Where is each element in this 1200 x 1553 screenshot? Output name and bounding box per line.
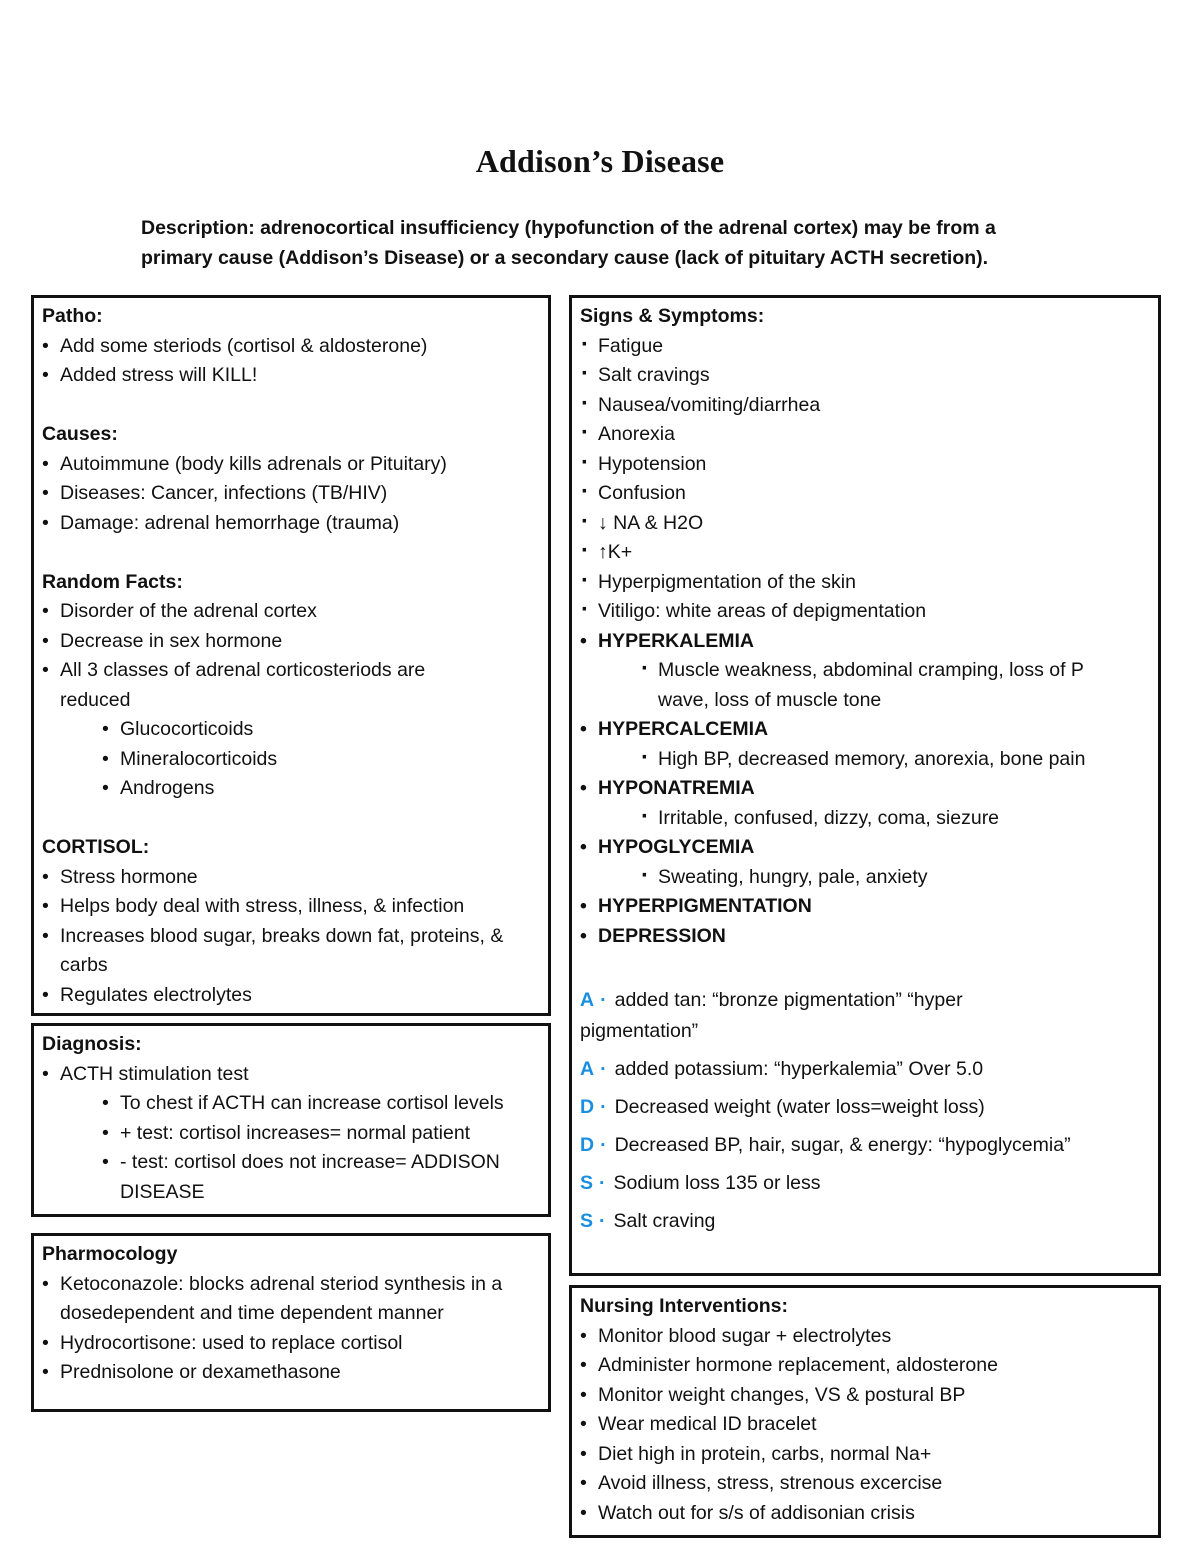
nursing-list bbox=[580, 1322, 1150, 1529]
mnemonic-separator: · bbox=[600, 1058, 607, 1080]
list-item: • Stress hormone bbox=[42, 863, 540, 893]
cortisol-list bbox=[42, 863, 540, 1011]
pharmacology-heading: Pharmocology bbox=[42, 1243, 178, 1265]
list-item: • Regulates electrolytes bbox=[42, 981, 540, 1011]
mnemonic-row bbox=[580, 1130, 1150, 1161]
mnemonic-letter: A bbox=[580, 1058, 595, 1080]
page-title: Addison’s Disease bbox=[475, 143, 725, 179]
hypoglycemia-detail: · Sweating, hungry, pale, anxiety bbox=[640, 863, 1150, 893]
mnemonic-row bbox=[580, 985, 1150, 1047]
diagnosis-heading: Diagnosis: bbox=[42, 1033, 142, 1055]
addss-mnemonic bbox=[580, 985, 1150, 1237]
hypercalcemia-label: • HYPERCALCEMIA bbox=[580, 715, 1150, 745]
list-item: • Added stress will KILL! bbox=[42, 361, 540, 391]
signs-list bbox=[580, 332, 1150, 627]
nursing-heading: Nursing Interventions: bbox=[580, 1295, 789, 1317]
diagnosis-sub-list bbox=[102, 1089, 540, 1207]
list-item: • Androgens bbox=[102, 774, 540, 804]
list-item: • Mineralocorticoids bbox=[102, 745, 540, 775]
list-item: • + test: cortisol increases= normal patient bbox=[102, 1119, 540, 1149]
list-item: • Autoimmune (body kills adrenals or Pituitary) bbox=[42, 450, 540, 480]
diagnosis-box bbox=[31, 1023, 551, 1217]
patho-box bbox=[31, 295, 551, 1016]
patho-heading: Patho: bbox=[42, 305, 103, 327]
mnemonic-row bbox=[580, 1092, 1150, 1123]
mnemonic-letter: D bbox=[580, 1096, 595, 1118]
mnemonic-letter: S bbox=[580, 1172, 594, 1194]
nursing-box bbox=[569, 1285, 1161, 1538]
mnemonic-letter: S bbox=[580, 1210, 594, 1232]
list-item: · Anorexia bbox=[580, 420, 1150, 450]
hypoglycemia-label: • HYPOGLYCEMIA bbox=[580, 833, 1150, 863]
random-facts-list bbox=[42, 597, 540, 715]
list-item: • To chest if ACTH can increase cortisol levels bbox=[102, 1089, 540, 1119]
hyperkalemia-label: • HYPERKALEMIA bbox=[580, 627, 1150, 657]
mnemonic-text: added tan: “bronze pigmentation” “hyper pigmentation” bbox=[580, 989, 963, 1042]
mnemonic-separator: · bbox=[599, 1210, 606, 1232]
mnemonic-row bbox=[580, 1206, 1150, 1237]
list-item: • Monitor blood sugar + electrolytes bbox=[580, 1322, 1150, 1352]
list-item: • Disorder of the adrenal cortex bbox=[42, 597, 540, 627]
diagnosis-list bbox=[42, 1060, 540, 1090]
mnemonic-text: Decreased BP, hair, sugar, & energy: “hypoglycemia” bbox=[614, 1134, 1071, 1156]
list-item: • Prednisolone or dexamethasone bbox=[42, 1358, 540, 1388]
list-item: • Diseases: Cancer, infections (TB/HIV) bbox=[42, 479, 540, 509]
mnemonic-separator: · bbox=[600, 1134, 607, 1156]
hyperpigmentation-label: • HYPERPIGMENTATION bbox=[580, 892, 1150, 922]
causes-list bbox=[42, 450, 540, 539]
random-facts-heading: Random Facts: bbox=[42, 570, 183, 593]
causes-heading: Causes: bbox=[42, 423, 118, 445]
corticosteroid-classes-list bbox=[102, 715, 540, 804]
hyponatremia-label: • HYPONATREMIA bbox=[580, 774, 1150, 804]
list-item: • - test: cortisol does not increase= ADDISON DISEASE bbox=[102, 1148, 540, 1207]
list-item: · Fatigue bbox=[580, 332, 1150, 362]
list-item: • Diet high in protein, carbs, normal Na+ bbox=[580, 1440, 1150, 1470]
description: Description: adrenocortical insufficiency (hypofunction of the adrenal cortex) may be from a primary cause (Addison’s Disease) or a secondary cause (lack of pituitary ACTH secretion). bbox=[141, 217, 996, 269]
mnemonic-text: Decreased weight (water loss=weight loss) bbox=[614, 1096, 985, 1118]
mnemonic-separator: · bbox=[600, 989, 607, 1011]
hyperkalemia-detail: · Muscle weakness, abdominal cramping, loss of P wave, loss of muscle tone bbox=[640, 656, 1150, 715]
list-item: · Vitiligo: white areas of depigmentation bbox=[580, 597, 1150, 627]
list-item: • Add some steriods (cortisol & aldosterone) bbox=[42, 332, 540, 362]
hyponatremia-detail: · Irritable, confused, dizzy, coma, siezure bbox=[640, 804, 1150, 834]
signs-heading: Signs & Symptoms: bbox=[580, 305, 765, 327]
mnemonic-row bbox=[580, 1054, 1150, 1085]
list-item: • Administer hormone replacement, aldosterone bbox=[580, 1351, 1150, 1381]
mnemonic-text: Sodium loss 135 or less bbox=[613, 1172, 821, 1194]
list-item: • ACTH stimulation test bbox=[42, 1060, 540, 1090]
list-item: • Avoid illness, stress, strenous excercise bbox=[580, 1469, 1150, 1499]
list-item: • Monitor weight changes, VS & postural BP bbox=[580, 1381, 1150, 1411]
list-item: · Confusion bbox=[580, 479, 1150, 509]
list-item: · Nausea/vomiting/diarrhea bbox=[580, 391, 1150, 421]
hypercalcemia-detail: · High BP, decreased memory, anorexia, bone pain bbox=[640, 745, 1150, 775]
list-item: • All 3 classes of adrenal corticosteriods are reduced bbox=[42, 656, 540, 715]
list-item: • Ketoconazole: blocks adrenal steriod synthesis in a dosedependent and time dependent manner bbox=[42, 1270, 540, 1329]
list-item: • Watch out for s/s of addisonian crisis bbox=[580, 1499, 1150, 1529]
list-item: • Decrease in sex hormone bbox=[42, 627, 540, 657]
patho-list bbox=[42, 332, 540, 391]
list-item: · Hypotension bbox=[580, 450, 1150, 480]
mnemonic-text: Salt craving bbox=[613, 1210, 716, 1232]
list-item: • Damage: adrenal hemorrhage (trauma) bbox=[42, 509, 540, 539]
mnemonic-text: added potassium: “hyperkalemia” Over 5.0 bbox=[614, 1058, 984, 1080]
list-item: · ↓ NA & H2O bbox=[580, 509, 1150, 539]
pharmacology-list bbox=[42, 1270, 540, 1388]
mnemonic-separator: · bbox=[600, 1096, 607, 1118]
list-item: • Increases blood sugar, breaks down fat, proteins, & carbs bbox=[42, 922, 540, 981]
list-item: · Salt cravings bbox=[580, 361, 1150, 391]
mnemonic-letter: D bbox=[580, 1134, 595, 1156]
mnemonic-letter: A bbox=[580, 989, 595, 1011]
list-item: • Wear medical ID bracelet bbox=[580, 1410, 1150, 1440]
list-item: • Glucocorticoids bbox=[102, 715, 540, 745]
signs-box bbox=[569, 295, 1161, 1276]
pharmacology-box bbox=[31, 1233, 551, 1412]
mnemonic-separator: · bbox=[599, 1172, 606, 1194]
list-item: · ↑K+ bbox=[580, 538, 1150, 568]
list-item: • Helps body deal with stress, illness, & infection bbox=[42, 892, 540, 922]
list-item: · Hyperpigmentation of the skin bbox=[580, 568, 1150, 598]
mnemonic-row bbox=[580, 1168, 1150, 1199]
cortisol-heading: CORTISOL: bbox=[42, 836, 150, 858]
list-item: • Hydrocortisone: used to replace cortisol bbox=[42, 1329, 540, 1359]
depression-label: • DEPRESSION bbox=[580, 922, 1150, 952]
